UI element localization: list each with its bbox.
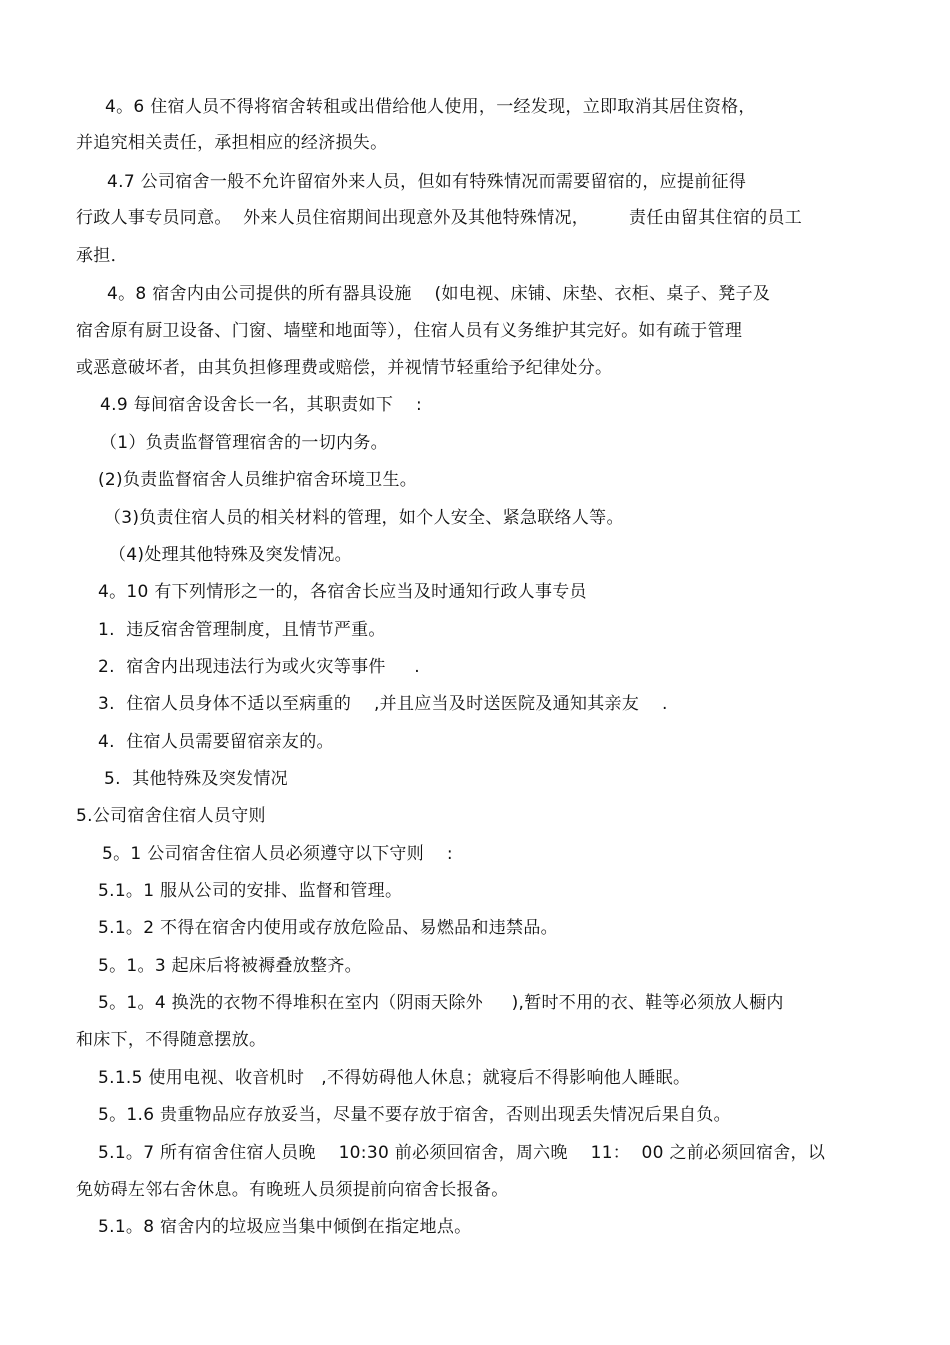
text-line: 1. 违反宿舍管理制度，且情节严重。 xyxy=(98,620,386,640)
section-heading: 5.公司宿舍住宿人员守则 xyxy=(76,806,266,826)
text-line: 5。1.6 贵重物品应存放妥当，尽量不要存放于宿舍，否则出现丢失情况后果自负。 xyxy=(98,1105,731,1125)
text-line: 或恶意破坏者，由其负担修理费或赔偿，并视情节轻重给予纪律处分。 xyxy=(76,358,613,378)
text-line: （1）负责监督管理宿舍的一切内务。 xyxy=(100,433,388,453)
text-line: 行政人事专员同意。 外来人员住宿期间出现意外及其他特殊情况， 责任由留其住宿的员工 xyxy=(76,208,803,228)
text-line: 承担． xyxy=(76,246,128,266)
text-line: 5。1。4 换洗的衣物不得堆积在室内（阴雨天除外 ),暂时不用的衣、鞋等必须放人橱内 xyxy=(98,993,784,1013)
text-line: (2)负责监督宿舍人员维护宿舍环境卫生。 xyxy=(98,470,418,490)
text-line: 5.1。8 宿舍内的垃圾应当集中倾倒在指定地点。 xyxy=(98,1217,472,1237)
text-line: 5.1.5 使用电视、收音机时 ,不得妨碍他人休息；就寝后不得影响他人睡眠。 xyxy=(98,1068,691,1088)
text-line: 5。1 公司宿舍住宿人员必须遵守以下守则 : xyxy=(102,844,453,864)
text-line: 5.1。1 服从公司的安排、监督和管理。 xyxy=(98,881,403,901)
text-line: 和床下，不得随意摆放。 xyxy=(76,1030,267,1050)
text-line: 4. 住宿人员需要留宿亲友的。 xyxy=(98,732,334,752)
text-line: 3. 住宿人员身体不适以至病重的 ,并且应当及时送医院及通知其亲友 . xyxy=(98,694,668,714)
text-line: 免妨碍左邻右舍休息。有晚班人员须提前向宿舍长报备。 xyxy=(76,1180,509,1200)
text-line: 并追究相关责任，承担相应的经济损失。 xyxy=(76,133,388,153)
text-line: 2. 宿舍内出现违法行为或火灾等事件 . xyxy=(98,657,420,677)
text-line: 5。1。3 起床后将被褥叠放整齐。 xyxy=(98,956,362,976)
text-line: 5.1。2 不得在宿舍内使用或存放危险品、易燃品和违禁品。 xyxy=(98,918,558,938)
text-line: 4.9 每间宿舍设舍长一名，其职责如下 : xyxy=(100,395,422,415)
text-line: （4)处理其他特殊及突发情况。 xyxy=(109,545,352,565)
text-line: 5. 其他特殊及突发情况 xyxy=(104,769,288,789)
text-line: 4。6 住宿人员不得将宿舍转租或出借给他人使用，一经发现，立即取消其居住资格， xyxy=(105,97,756,117)
text-line: 4。10 有下列情形之一的，各宿舍长应当及时通知行政人事专员 xyxy=(98,582,587,602)
text-line: 宿舍原有厨卫设备、门窗、墙壁和地面等），住宿人员有义务维护其完好。如有疏于管理 xyxy=(76,321,743,341)
text-line: 4。8 宿舍内由公司提供的所有器具设施 (如电视、床铺、床垫、衣柜、桌子、凳子及 xyxy=(107,284,771,304)
text-line: 4.7 公司宿舍一般不允许留宿外来人员，但如有特殊情况而需要留宿的，应提前征得 xyxy=(107,172,747,192)
text-line: 5.1。7 所有宿舍住宿人员晚 10:30 前必须回宿舍，周六晚 11： 00 之前必须回宿舍，以 xyxy=(98,1143,826,1163)
text-line: （3)负责住宿人员的相关材料的管理，如个人安全、紧急联络人等。 xyxy=(104,508,624,528)
